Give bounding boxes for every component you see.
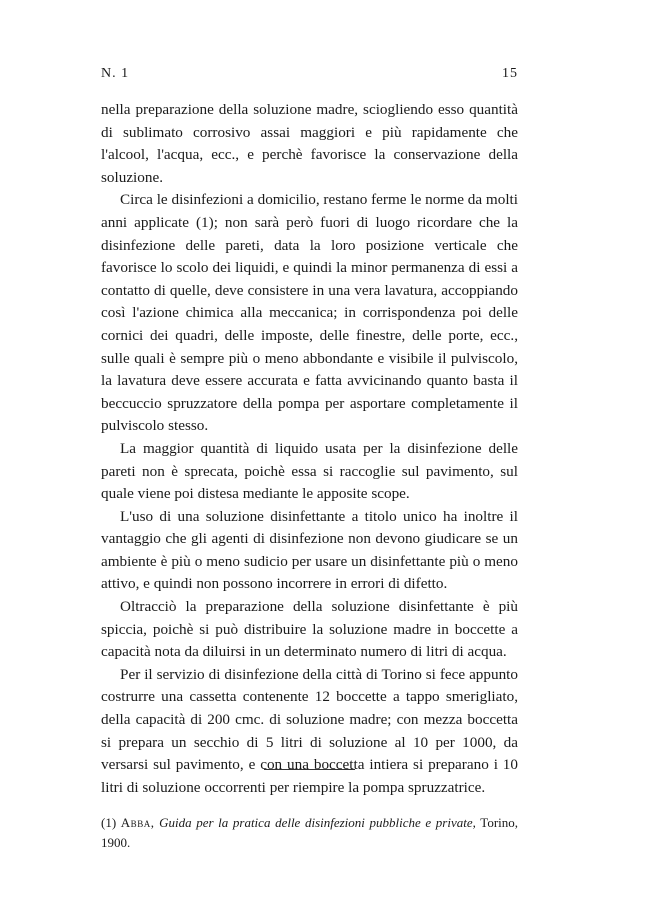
footnote: [101, 813, 518, 853]
running-header: [101, 64, 518, 84]
paragraph: Per il servizio di disinfezione della città di Torino si fece appunto costrurre una cassetta contenente 12 boccette a tappo smerigliato, della capacità di 200 cmc. di soluzione madre; con mezza boccetta si prepara un secchio di 5 litri di soluzione al 10 per 1000, da versarsi sul pavimento, e con una boccetta intiera si preparano i 10 litri di soluzione occorrenti per riempire la pompa spruzzatrice.: [101, 665, 518, 796]
closing-rule: [264, 769, 355, 770]
issue-number: N. 1: [101, 66, 130, 81]
paragraph: L'uso di una soluzione disinfettante a titolo unico ha inoltre il vantaggio che gli agenti di disinfezione non devono giudicare se un ambiente è più o meno sudicio per usare un disinfettante più o meno attivo, e quindi non possono incorrere in errori di difetto.: [101, 507, 518, 593]
footnote-author: Abba,: [120, 815, 155, 831]
paragraph: Oltracciò la preparazione della soluzione disinfettante è più spiccia, poichè si può distribuire la soluzione madre in boccette a capacità nota da diluirsi in un determinato numero di litri di acqua.: [101, 598, 518, 661]
book-page: [101, 64, 518, 853]
paragraph: nella preparazione della soluzione madre, sciogliendo esso quantità di sublimato corrosivo assai maggiori e più rapidamente che l'alcool, l'acqua, ecc., e perchè favorisce la conservazione della soluzione.: [101, 101, 518, 186]
paragraph: Circa le disinfezioni a domicilio, restano ferme le norme da molti anni applicate (1); non sarà però fuori di luogo ricordare che la disinfezione delle pareti, data la loro posizione verticale che favorisce lo scolo dei liquidi, e quindi la minor permanenza di essi a contatto di quelle, deve consistere in una vera lavatura, accoppiando così l'azione chimica alla meccanica; in corrispondenza poi delle cornici dei quadri, delle imposte, delle finestre, delle porte, ecc., sulle quali è sempre più o meno abbondante e visibile il pulviscolo, la lavatura deve essere accurata e fatta avvicinando quanto basta il beccuccio spruzzatore della pompa per asportare completamente il pulviscolo stesso.: [101, 191, 518, 435]
body-text: [101, 99, 518, 799]
page-number: 15: [502, 66, 518, 81]
footnote-place-year: Torino, 1900.: [101, 815, 519, 851]
footnote-marker: (1): [101, 815, 117, 831]
footnote-title: Guida per la pratica delle disinfezioni pubbliche e private,: [159, 815, 476, 831]
paragraph: La maggior quantità di liquido usata per la disinfezione delle pareti non è sprecata, poichè essa si raccoglie sul pavimento, sul quale viene poi distesa mediante le apposite scope.: [101, 439, 518, 503]
